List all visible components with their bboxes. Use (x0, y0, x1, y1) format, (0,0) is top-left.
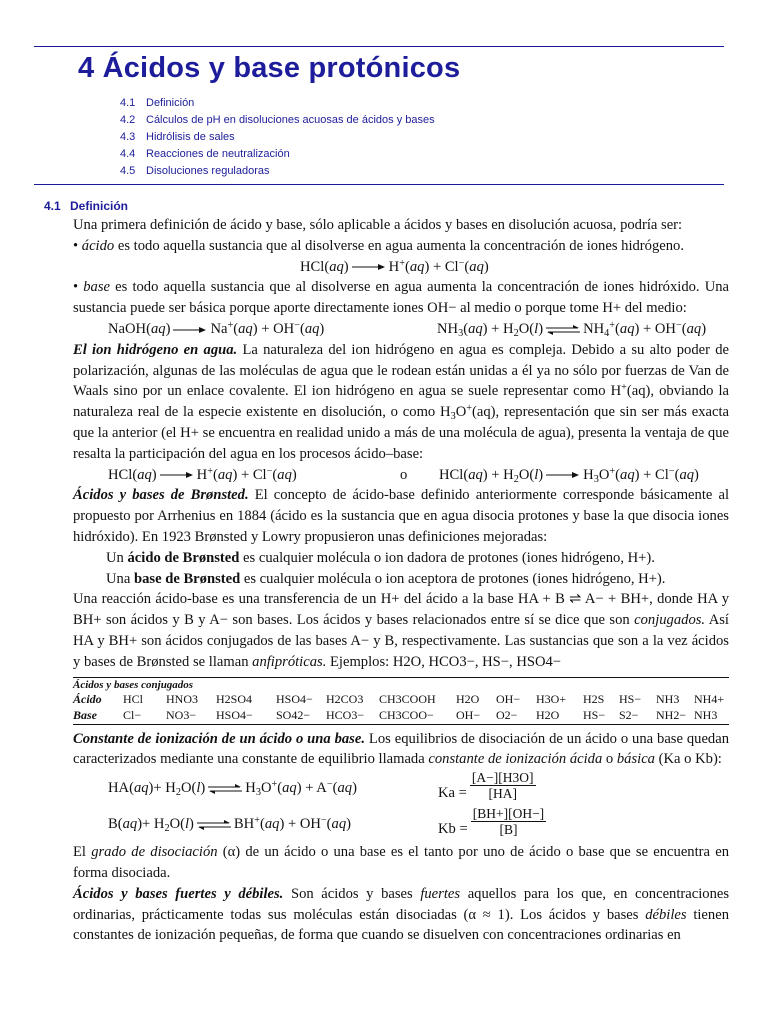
equilibrium-arrow-icon (546, 325, 580, 335)
reaction-arrow-icon (546, 470, 580, 480)
equilibrium-arrow-icon (208, 784, 242, 794)
bronsted-acid-definition: Un ácido de Brønsted es cualquier molécula o ion dadora de protones (iones hidrógeno, H+). (106, 549, 655, 566)
reaction-arrow-icon (352, 262, 386, 272)
equation-hcl-water: HCl(aq) H+(aq) + Cl−(aq) o $HCl(aq) + H_2O(l) H_3O^+(aq) + Cl^-(aq)$ (108, 465, 699, 485)
table-cell: SO42− (276, 707, 311, 722)
kb-label: Kb = (438, 820, 468, 837)
dissociation-degree-paragraph: El grado de disociación (α) de un ácido o una base es el tanto por uno de ácido o base que se encuentra en forma disociada. (73, 844, 729, 881)
table-row-acids (73, 692, 729, 708)
toc-label: Cálculos de pH en disoluciones acuosas de ácidos y bases (146, 114, 435, 126)
toc-number: 4.5 (120, 165, 136, 177)
toc-label: Hidrólisis de sales (146, 131, 235, 143)
conjugate-pairs-table (73, 677, 729, 725)
table-cell: O2− (496, 707, 518, 722)
table-cell: NO3− (166, 707, 197, 722)
table-cell: HNO3 (166, 691, 198, 706)
table-row-label: Base (73, 707, 97, 722)
acid-definition-text: es todo aquella sustancia que al disolverse en agua aumenta la concentración de iones hidrógeno. (117, 237, 684, 254)
table-cell: CH3COO− (379, 707, 434, 722)
toc-number: 4.1 (120, 97, 136, 109)
ka-numerator: [A−][H3O] (471, 770, 534, 786)
toc-label: Disoluciones reguladoras (146, 165, 270, 177)
amphiprotic-term: anfipróticas. (252, 653, 327, 670)
toc-label: Definición (146, 97, 195, 109)
ionization-constant-heading: Constante de ionización de un ácido o una base. (73, 730, 365, 747)
table-cell: HSO4− (216, 707, 253, 722)
conjugate-paragraph: Una reacción ácido-base es una transferencia de un H+ del ácido a la base HA + B ⇌ A− + BH+, donde HA y BH+ son ácidos y B y A− son bases. Los ácidos y bases relacionados entre sí se dice que son conjugados. Así HA y BH+ son ácidos conjugados de las bases A− y B, respectivamente. Las sustancias que son a la vez ácidos y bases de Brønsted se llaman anfipróticas. Ejemplos: H2O, HCO3−, HS−, HSO4− (73, 591, 729, 670)
table-cell: NH3 (656, 691, 680, 706)
table-cell: H2CO3 (326, 691, 364, 706)
top-rule (34, 46, 724, 47)
section-title: Definición (70, 199, 129, 213)
table-of-contents (120, 95, 435, 180)
toc-item[interactable] (120, 112, 435, 129)
base-definition: • base es todo aquella sustancia que al disolverse en agua aumenta la concentración de iones hidróxido. Una sustancia puede ser básica porque aporte directamente iones OH− al medio o porque tome H+ del medio: (73, 279, 730, 317)
table-cell: NH2− (656, 707, 687, 722)
hydrogen-ion-paragraph: El ion hidrógeno en agua. La naturaleza del ion hidrógeno en agua es compleja. Debido a su alto poder de polarización, algunas de las moléculas de agua que le rodean están unidas a él ya no sólo por fuerzas de Van de Waals sino por un enlace covalente. El ion hidrógeno en agua se suele representar como H+(aq), obviando la naturaleza real de la especie existente en disolución, o como $H_3O^+(aq)$, representación que sin ser más exacta que la anterior (el H+ se encuentra en realidad unido a más de una molécula de agua), presenta la ventaja de que resalta la participación del agua en los procesos ácido–base: (73, 341, 729, 462)
ka-label: Ka = (438, 784, 467, 801)
bronsted-base-term: base de Brønsted (133, 570, 241, 587)
table-cell: HSO4− (276, 691, 313, 706)
base-definition-text: es todo aquella sustancia que al disolverse en agua aumenta la concentración de iones hidróxido. Una sustancia puede ser básica porque aporte directamente iones OH− al medio o porque tome H+ del medio: (73, 279, 730, 317)
or-word: o (400, 466, 408, 483)
toc-item[interactable] (120, 146, 435, 163)
table-cell: H2O (536, 707, 560, 722)
table-cell: H3O+ (536, 691, 567, 706)
chapter-title: 4 Ácidos y base protónicos (78, 52, 461, 84)
table-row-bases (73, 708, 729, 724)
toc-number: 4.4 (120, 148, 136, 160)
toc-item[interactable] (120, 129, 435, 146)
equation-naoh-nh3: NaOH(aq) Na+(aq) + OH−(aq) $NH_3(aq) + H_2O(l) NH_4^+(aq) + OH^-(aq)$ (108, 319, 707, 340)
toc-item[interactable] (120, 95, 435, 112)
section-number: 4.1 (44, 199, 61, 213)
equation-ka: $HA(aq)+ H_2O(l) H_3O^+(aq) + A^-(aq)$ Ka = $\frac{[A-][H3O]}{[HA]}$ (108, 770, 534, 802)
equation-kb: $B(aq)+ H_2O(l) BH^+(aq) + OH^-(aq)$ Kb = $\frac{[BH+][OH-]}{[B]}$ (108, 806, 545, 838)
kb-denominator: [B] (499, 822, 518, 838)
toc-label: Reacciones de neutralización (146, 148, 290, 160)
section-heading (44, 199, 128, 213)
ionization-constant-paragraph: Constante de ionización de un ácido o una base. Los equilibrios de disociación de un ácido o una base quedan caracterizados mediante una constante de equilibrio llamada constante de ionización ácida o básica (Ka o Kb): (73, 730, 730, 768)
equation-hcl: HCl(aq) H+(aq) + Cl−(aq) (300, 257, 489, 275)
bronsted-acid-term: ácido de Brønsted (127, 549, 240, 566)
acid-definition: • ácido es todo aquella sustancia que al disolverse en agua aumenta la concentración de iones hidrógeno. (73, 237, 684, 254)
bronsted-paragraph: Ácidos y bases de Brønsted. El concepto de ácido-base definido anteriormente corresponde básicamente al propuesto por Arrhenius en 1884 (ácido es la sustancia que en agua disocia protones y base la que disocia iones hidróxido). En 1923 Brønsted y Lowry propusieron unas definiciones mejoradas: (73, 487, 729, 545)
table-cell: OH− (496, 691, 521, 706)
base-term: base (83, 279, 111, 296)
body-text (73, 215, 729, 946)
table-cell: H2S (583, 691, 605, 706)
bronsted-heading: Ácidos y bases de Brønsted. (73, 487, 249, 504)
table-title: Ácidos y bases conjugados (73, 678, 194, 691)
table-cell: Cl− (123, 707, 142, 722)
table-cell: H2SO4 (216, 691, 253, 706)
table-row-label: Ácido (73, 691, 102, 706)
table-cell: S2− (619, 707, 639, 722)
table-cell: HCl (123, 691, 144, 706)
dissociation-degree-term: grado de disociación (91, 844, 218, 861)
table-cell: HCO3− (326, 707, 365, 722)
intro-paragraph: Una primera definición de ácido y base, sólo aplicable a ácidos y bases en disolución acuosa, podría ser: (73, 217, 683, 233)
strong-weak-paragraph: Ácidos y bases fuertes y débiles. Son ácidos y bases fuertes aquellos para los que, en concentraciones ordinarias, prácticamente todas sus moléculas están disociadas (α ≈ 1). Los ácidos y bases débiles tienen constantes de ionización pequeñas, de forma que cuando se disuelven con concentraciones ordinarias en (73, 885, 730, 944)
toc-item[interactable] (120, 163, 435, 180)
table-cell: NH4+ (694, 691, 725, 706)
table-cell: HS− (583, 707, 606, 722)
bronsted-base-definition: Una base de Brønsted es cualquier molécula o ion aceptora de protones (iones hidrógeno, H+). (106, 570, 666, 587)
table-cell: HS− (619, 691, 642, 706)
conjugate-term: conjugados. (634, 612, 706, 629)
table-bottom-rule (73, 724, 729, 725)
strong-weak-heading: Ácidos y bases fuertes y débiles. (73, 885, 284, 902)
equilibrium-arrow-icon (197, 820, 231, 830)
acid-term: ácido (81, 237, 115, 254)
kb-numerator: [BH+][OH−] (472, 806, 545, 822)
examples-text: Ejemplos: H2O, HCO3−, HS−, HSO4− (330, 653, 562, 670)
toc-number: 4.2 (120, 114, 136, 126)
table-cell: OH− (456, 707, 481, 722)
table-cell: H2O (456, 691, 480, 706)
reaction-arrow-icon (160, 470, 194, 480)
toc-number: 4.3 (120, 131, 136, 143)
table-cell: CH3COOH (379, 691, 436, 706)
table-cell: NH3 (694, 707, 718, 722)
toc-rule (34, 184, 724, 185)
hydrogen-ion-heading: El ion hidrógeno en agua. (73, 341, 238, 358)
reaction-arrow-icon (173, 325, 207, 335)
ka-denominator: [HA] (488, 786, 517, 802)
